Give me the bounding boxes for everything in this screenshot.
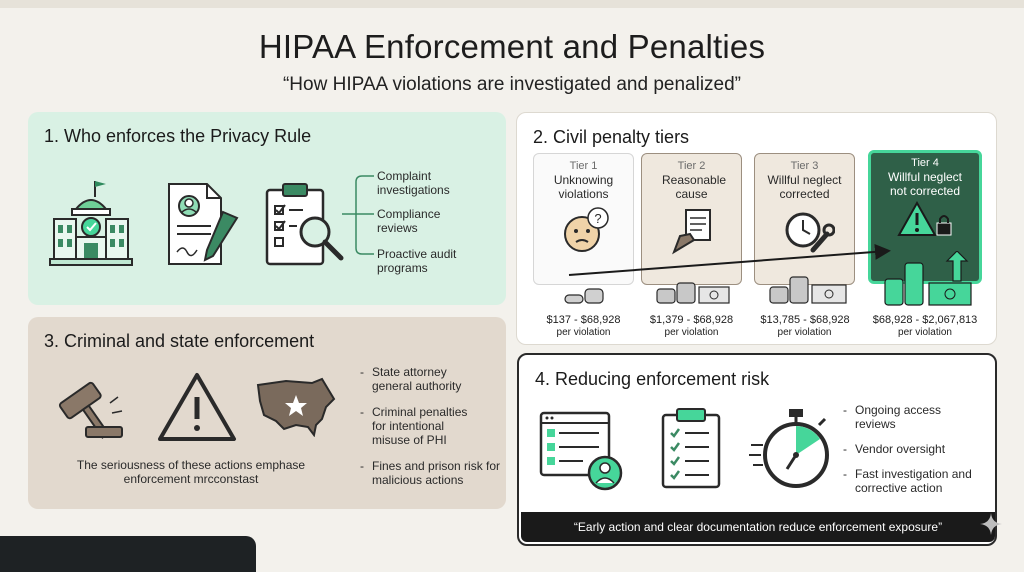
stopwatch-icon (747, 407, 837, 493)
list-bracket (340, 172, 380, 272)
tier-description: Willful neglect not corrected (887, 170, 963, 198)
tier-description: Willful neglect corrected (767, 173, 842, 201)
tier-description: Reasonable cause (662, 173, 727, 201)
gavel-icon (48, 373, 128, 441)
list-item-label: Vendor oversight (855, 442, 946, 456)
penalty-trend-arrow (517, 113, 998, 346)
tier-range: $1,379 - $68,928 (649, 314, 734, 326)
section2-title: 2. Civil penalty tiers (533, 127, 690, 147)
bottom-dark-bar (0, 536, 256, 572)
tier-name: Tier 3 (790, 160, 819, 172)
bullet-dash: - (843, 442, 847, 456)
per-violation-label: per violation (898, 327, 952, 338)
tier-name: Tier 4 (911, 157, 939, 169)
coins-cash-icon (768, 273, 852, 305)
list-item: Proactive audit programs (377, 247, 457, 275)
page-title: HIPAA Enforcement and Penalties (258, 28, 766, 65)
tier-name: Tier 1 (569, 160, 598, 172)
top-band (0, 0, 1024, 8)
list-item-label: State attorney general authority (372, 365, 462, 393)
tier-description: Unknowing violations (553, 173, 614, 201)
clipboard-checklist-icon (659, 407, 723, 489)
list-item: Compliance reviews (377, 207, 441, 235)
signed-document-icon (163, 182, 245, 268)
tier-range: $68,928 - $2,067,813 (872, 314, 978, 326)
risk-reduction-panel (517, 353, 997, 546)
warning-triangle-icon (156, 371, 238, 443)
summary-quote: “Early action and clear documentation reduce enforcement exposure” (521, 512, 995, 542)
criminal-state-panel (28, 317, 506, 509)
bullet-dash: - (360, 365, 364, 379)
per-violation-label: per violation (556, 327, 611, 338)
list-item-label: Ongoing access reviews (855, 403, 942, 431)
section4-title: 4. Reducing enforcement risk (535, 369, 770, 389)
list-item: Complaint investigations (377, 169, 450, 197)
page-subtitle: “How HIPAA violations are investigated and penalized” (282, 74, 741, 95)
sparkle-icon (980, 513, 1002, 535)
bullet-dash: - (843, 403, 847, 417)
enforcers-panel (28, 112, 506, 305)
criminal-caption: The seriousness of these actions emphase enforcement mrcconstast (76, 458, 306, 486)
list-item-label: Fast investigation and corrective action (855, 467, 972, 495)
tier-range: $137 - $68,928 (546, 314, 621, 326)
coin-stacks-icon (561, 283, 611, 305)
per-violation-label: per violation (777, 327, 832, 338)
checklist-magnifier-icon (263, 182, 349, 268)
tier-name: Tier 2 (677, 160, 706, 172)
svg-text:?: ? (594, 211, 602, 226)
bullet-dash: - (360, 459, 364, 473)
bullet-dash: - (360, 405, 364, 419)
government-building-icon (48, 177, 134, 269)
list-item-label: Fines and prison risk for malicious actions (372, 459, 501, 487)
web-profile-icon (539, 411, 625, 493)
bullet-dash: - (843, 467, 847, 481)
coins-cash-icon (655, 279, 735, 305)
penalty-tiers-panel (516, 112, 997, 345)
section3-title: 3. Criminal and state enforcement (44, 331, 315, 351)
per-violation-label: per violation (664, 327, 719, 338)
tier-range: $13,785 - $68,928 (760, 314, 850, 326)
green-coins-cash-icon (883, 251, 981, 307)
usa-map-icon (256, 375, 336, 437)
list-item-label: Criminal penalties for intentional misuse of PHI (372, 405, 468, 447)
section1-title: 1. Who enforces the Privacy Rule (44, 126, 312, 146)
